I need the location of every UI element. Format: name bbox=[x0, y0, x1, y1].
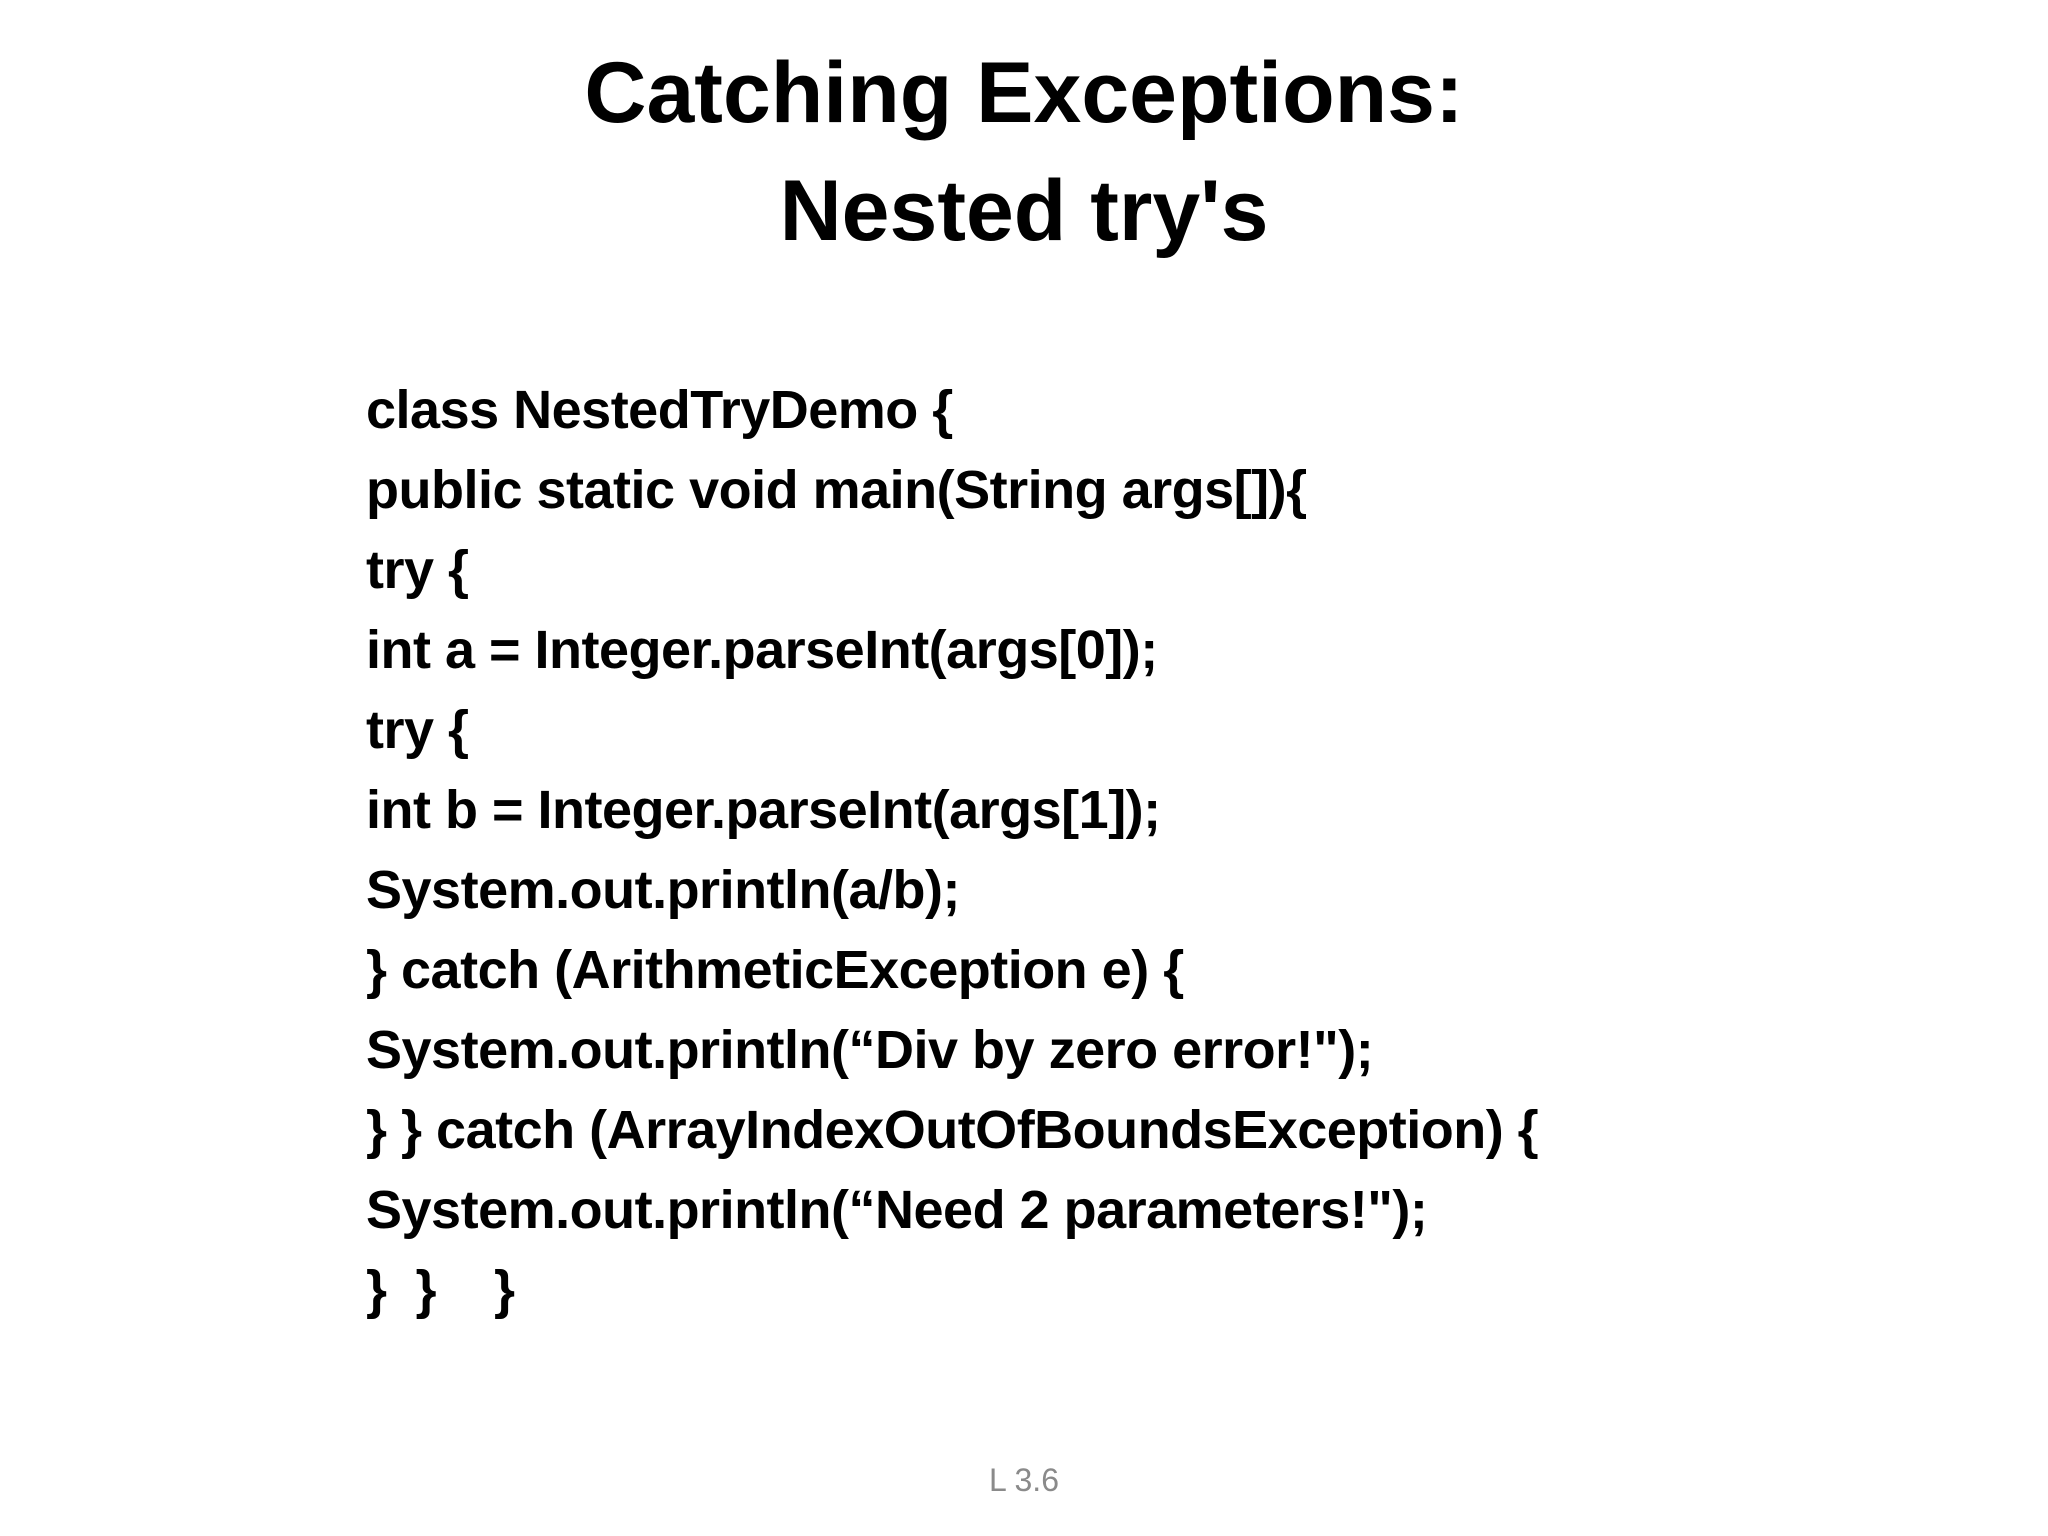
code-line: System.out.println(“Need 2 parameters!"); bbox=[366, 1180, 1428, 1240]
code-line: int a = Integer.parseInt(args[0]); bbox=[366, 620, 1158, 680]
code-line: try { bbox=[366, 540, 469, 600]
code-listing bbox=[366, 370, 1538, 1330]
code-line: class NestedTryDemo { bbox=[366, 380, 953, 440]
code-line: public static void main(String args[]){ bbox=[366, 460, 1307, 520]
code-line: System.out.println(“Div by zero error!"); bbox=[366, 1020, 1374, 1080]
code-line: } } catch (ArrayIndexOutOfBoundsException) { bbox=[366, 1100, 1539, 1160]
code-line: } } } bbox=[366, 1260, 515, 1320]
title-line-1: Catching Exceptions: bbox=[584, 45, 1464, 141]
code-line: int b = Integer.parseInt(args[1]); bbox=[366, 780, 1161, 840]
slide-title bbox=[0, 34, 2048, 270]
title-line-2: Nested try's bbox=[779, 163, 1269, 259]
slide-number: L 3.6 bbox=[989, 1462, 1059, 1498]
code-line: try { bbox=[366, 700, 469, 760]
code-line: System.out.println(a/b); bbox=[366, 860, 960, 920]
code-line: } catch (ArithmeticException e) { bbox=[366, 940, 1184, 1000]
